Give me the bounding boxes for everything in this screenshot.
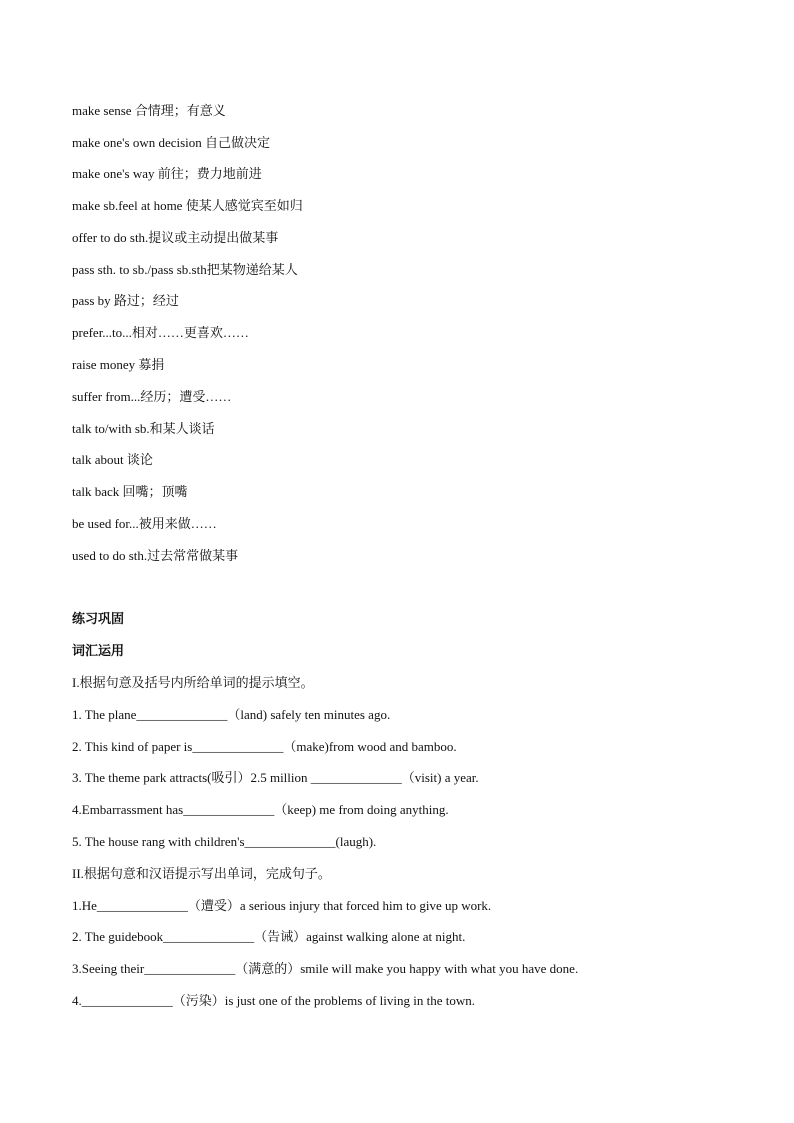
phrase-line: be used for...被用来做…… [72,516,217,531]
exercise-item: 4.______________（污染）is just one of the problems of living in the town. [72,993,475,1008]
exercise-item: 1. The plane______________（land) safely ten minutes ago. [72,707,391,722]
part2-instruction: II.根据句意和汉语提示写出单词，完成句子。 [72,866,331,881]
phrase-line: talk back 回嘴；顶嘴 [72,484,188,499]
exercise-item: 2. The guidebook______________（告诫）against walking alone at night. [72,929,466,944]
phrase-line: used to do sth.过去常常做某事 [72,548,239,563]
phrase-line: prefer...to...相对……更喜欢…… [72,325,249,340]
exercise-item: 4.Embarrassment has______________（keep) me from doing anything. [72,802,449,817]
phrase-line: suffer from...经历；遭受…… [72,389,232,404]
exercise-item: 3. The theme park attracts(吸引）2.5 million ______________（visit) a year. [72,770,479,785]
phrase-line: talk to/with sb.和某人谈话 [72,421,215,436]
phrase-line: raise money 募捐 [72,357,165,372]
section-title: 练习巩固 [72,611,125,626]
exercise-item: 2. This kind of paper is______________（make)from wood and bamboo. [72,739,457,754]
phrase-line: make sense 合情理；有意义 [72,103,226,118]
exercise-item: 1.He______________（遭受）a serious injury that forced him to give up work. [72,898,492,913]
phrase-line: talk about 谈论 [72,452,153,467]
exercise-item: 3.Seeing their______________（满意的）smile will make you happy with what you have done. [72,961,579,976]
phrase-line: make one's own decision 自己做决定 [72,135,271,150]
exercise-item: 5. The house rang with children's______________(laugh). [72,834,377,849]
phrase-line: offer to do sth.提议或主动提出做某事 [72,230,279,245]
phrase-line: pass by 路过；经过 [72,293,179,308]
phrase-line: make one's way 前往；费力地前进 [72,166,262,181]
phrase-line: make sb.feel at home 使某人感觉宾至如归 [72,198,303,213]
part1-instruction: I.根据句意及括号内所给单词的提示填空。 [72,675,314,690]
section-subtitle: 词汇运用 [72,643,125,658]
phrase-line: pass sth. to sb./pass sb.sth把某物递给某人 [72,262,298,277]
